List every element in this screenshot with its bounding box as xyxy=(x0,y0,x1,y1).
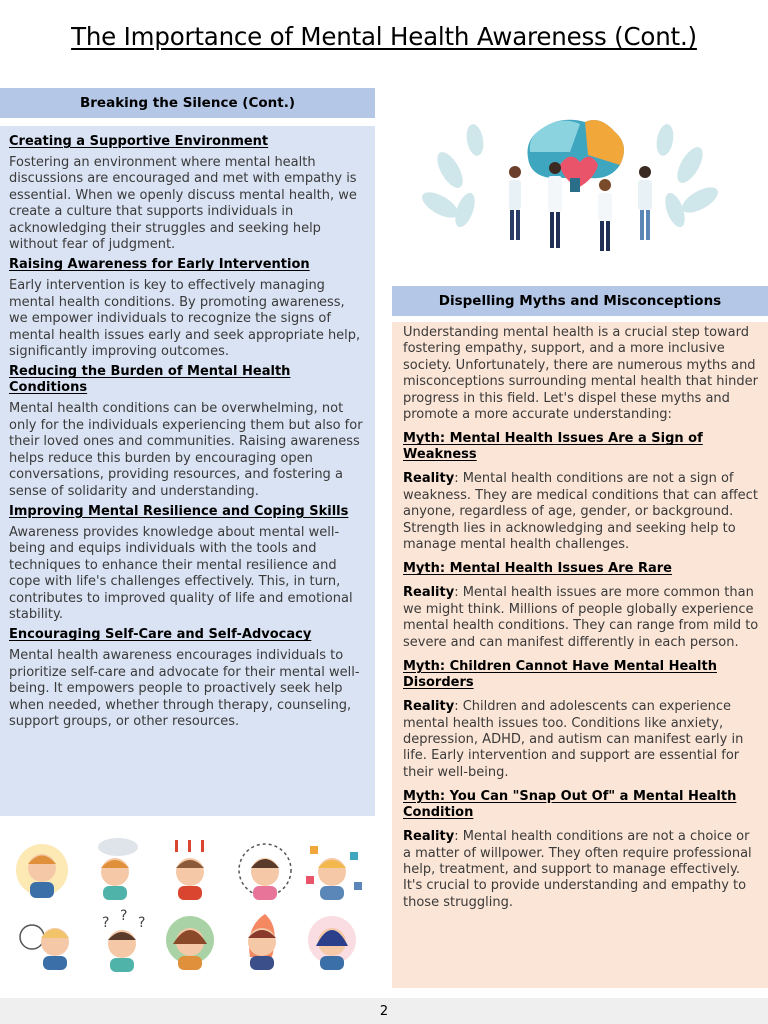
section-heading: Creating a Supportive Environment xyxy=(9,134,269,149)
section-body: Mental health awareness encourages individuals to prioritize self-care and advocate for their mental well-being. It empowers people to proactively seek help when needed, whether through therapy, counseling, support groups, or other resources. xyxy=(9,648,360,729)
myths-intro: Understanding mental health is a crucial step toward fostering empathy, support, and a more inclusive society. Unfortunately, there are numerous myths and misconceptions surrounding mental health that hinder progress in this field. Let's dispel these myths and promote a more accurate understanding: xyxy=(403,325,758,423)
section-heading: Improving Mental Resilience and Coping Skills xyxy=(9,503,349,519)
emotions-faces-illustration xyxy=(10,832,370,982)
myth-reality xyxy=(403,471,760,553)
reality-label: Reality xyxy=(403,699,455,715)
myth-heading: Myth: You Can "Snap Out Of" a Mental Health Condition xyxy=(403,789,737,821)
section-body: Mental health conditions can be overwhelming, not only for the individuals experiencing them but also for their loved ones and communities. Raising awareness helps reduce this burden by encouraging open conversations, providing resources, and fostering a sense of solidarity and understanding. xyxy=(9,401,363,499)
page-footer xyxy=(0,998,768,1024)
reality-text: : Mental health conditions are not a choice or a matter of willpower. They often require professional help, treatment, and support to manage effectively. It's crucial to provide understanding and empathy to those struggling. xyxy=(403,829,752,910)
myth-heading: Myth: Children Cannot Have Mental Health Disorders xyxy=(403,659,717,691)
myth-reality xyxy=(403,585,760,651)
left-content-panel xyxy=(0,126,375,816)
section-body: Early intervention is key to effectively managing mental health conditions. By promoting awareness, we empower individuals to recognize the signs of mental health issues early and seek appropriate help, significantly improving outcomes. xyxy=(9,278,361,360)
brain-puzzle-illustration xyxy=(420,110,720,260)
section-header-dispelling-myths: Dispelling Myths and Misconceptions xyxy=(392,286,768,316)
svg-text:?: ? xyxy=(120,908,128,924)
page-title: The Importance of Mental Health Awareness (Cont.) xyxy=(71,22,697,51)
reality-label: Reality xyxy=(403,585,455,601)
section-heading: Encouraging Self-Care and Self-Advocacy xyxy=(9,627,312,643)
myth-heading: Myth: Mental Health Issues Are a Sign of Weakness xyxy=(403,431,703,463)
myth-heading: Myth: Mental Health Issues Are Rare xyxy=(403,561,672,577)
section-body: Fostering an environment where mental health discussions are encouraged and met with empathy is essential. When we openly discuss mental health, we create a culture that supports individuals in acknowledging their struggles and seeking help without fear of judgment. xyxy=(9,155,357,253)
section-header-breaking-silence: Breaking the Silence (Cont.) xyxy=(0,88,375,118)
right-content-panel xyxy=(392,322,768,988)
reality-label: Reality xyxy=(403,829,455,845)
reality-text: : Children and adolescents can experience mental health issues too. Conditions like anxiety, depression, ADHD, and autism can manifest early in life. Early intervention and support are essential for their well-being. xyxy=(403,699,744,780)
reality-text: : Mental health issues are more common than we might think. Millions of people globally experience mental health conditions. They can range from mild to severe and can manifest differently in each person. xyxy=(403,585,759,650)
section-heading: Reducing the Burden of Mental Health Conditions xyxy=(9,364,291,396)
reality-text: : Mental health conditions are not a sign of weakness. They are medical conditions that can affect anyone, regardless of age, gender, or background. Strength lies in acknowledging and seeking help to manage mental health challenges. xyxy=(403,471,758,553)
svg-text:?: ? xyxy=(102,915,110,931)
section-body: Awareness provides knowledge about mental well-being and equips individuals with the tools and techniques to enhance their mental resilience and cope with life's challenges effectively. This, in turn, contributes to improved quality of life and emotional stability. xyxy=(9,524,353,622)
section-heading: Raising Awareness for Early Intervention xyxy=(9,257,310,273)
myth-reality xyxy=(403,829,760,911)
page-number: 2 xyxy=(379,1003,389,1019)
svg-text:?: ? xyxy=(138,915,146,931)
myth-reality xyxy=(403,699,760,781)
reality-label: Reality xyxy=(403,471,455,487)
